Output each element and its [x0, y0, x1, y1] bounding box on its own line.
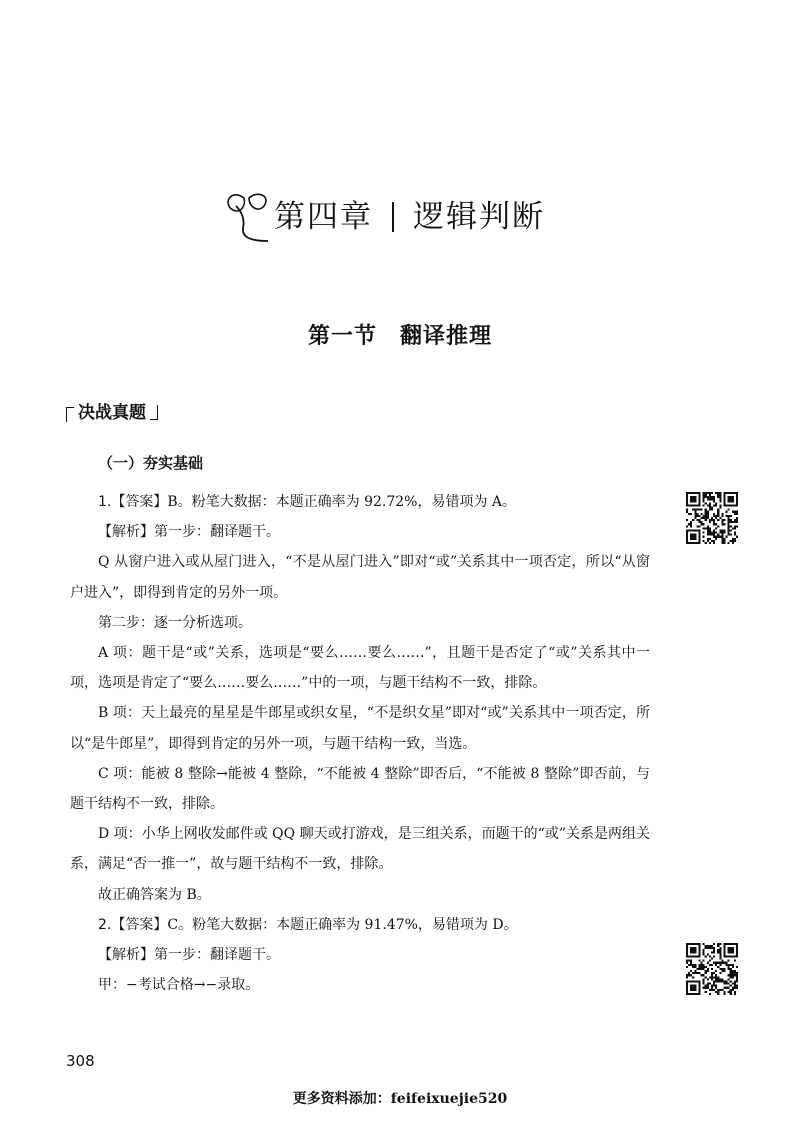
analysis-paragraph: 第二步：逐一分析选项。 — [98, 614, 252, 631]
analysis-paragraph: 故正确答案为 B。 — [98, 886, 211, 903]
analysis-paragraph: 第一步：翻译题干。 — [154, 524, 280, 541]
analysis-paragraph: B 项：天上最亮的星星是牛郎星或织女星，“不是织女星”即对“或”关系其中一项否定，所以“是牛郎星”，即得到肯定的另外一项，与题干结构一致，当选。 — [70, 705, 650, 752]
analysis-paragraph: 甲：−考试合格→−录取。 — [98, 977, 260, 994]
block-heading-text: 决战真题 — [78, 403, 146, 423]
qr-code-icon[interactable] — [686, 943, 738, 995]
analysis-paragraph: 第一步：翻译题干。 — [154, 947, 280, 964]
bracket-right — [150, 405, 158, 420]
analysis-paragraph: D 项：小华上网收发邮件或 QQ 聊天或打游戏，是三组关系，而题干的“或”关系是两组关系，满足“否一推一”，故与题干结构不一致，排除。 — [70, 826, 650, 873]
bracket-left — [66, 407, 74, 422]
sprout-icon — [222, 190, 272, 244]
chapter-divider — [392, 202, 394, 232]
analysis-label: 【解析】 — [98, 947, 154, 964]
analysis-paragraph: Q 从窗户进入或从屋门进入，“不是从屋门进入”即对“或”关系其中一项否定，所以“从窗户进入”，即得到肯定的另外一项。 — [70, 554, 650, 601]
section-title: 第一节 翻译推理 — [307, 324, 492, 349]
question-answer-line — [70, 487, 650, 517]
analysis-line — [70, 940, 650, 970]
answer-text: B。粉笔大数据：本题正确率为 92.72%，易错项为 A。 — [167, 494, 517, 510]
chapter-name: 逻辑判断 — [413, 198, 545, 235]
block-heading — [66, 402, 158, 424]
sub-heading: （一）夯实基础 — [98, 454, 204, 472]
qr-code-icon[interactable] — [686, 492, 738, 544]
answer-text: C。粉笔大数据：本题正确率为 91.47%，易错项为 D。 — [167, 916, 518, 933]
page-number: 308 — [66, 1052, 95, 1070]
analysis-line — [70, 517, 650, 547]
answer-label: 1.【答案】 — [98, 494, 168, 510]
analysis-paragraph: A 项：题干是“或”关系，选项是“要么……要么……”，且题干是否定了“或”关系其中一项，选项是肯定了“要么……要么……”中的一项，与题干结构不一致，排除。 — [70, 645, 650, 692]
analysis-label: 【解析】 — [98, 524, 154, 541]
footer-note: 更多资料添加：feifeixuejie520 — [292, 1091, 508, 1107]
chapter-number: 第四章 — [274, 198, 373, 235]
chapter-title — [222, 182, 582, 252]
body-text — [70, 487, 650, 1000]
question-answer-line — [70, 910, 650, 940]
analysis-paragraph: C 项：能被 8 整除→能被 4 整除，“不能被 4 整除”即否后，“不能被 8 整除”即否前，与题干结构不一致，排除。 — [70, 765, 650, 813]
answer-label: 2.【答案】 — [98, 916, 168, 933]
